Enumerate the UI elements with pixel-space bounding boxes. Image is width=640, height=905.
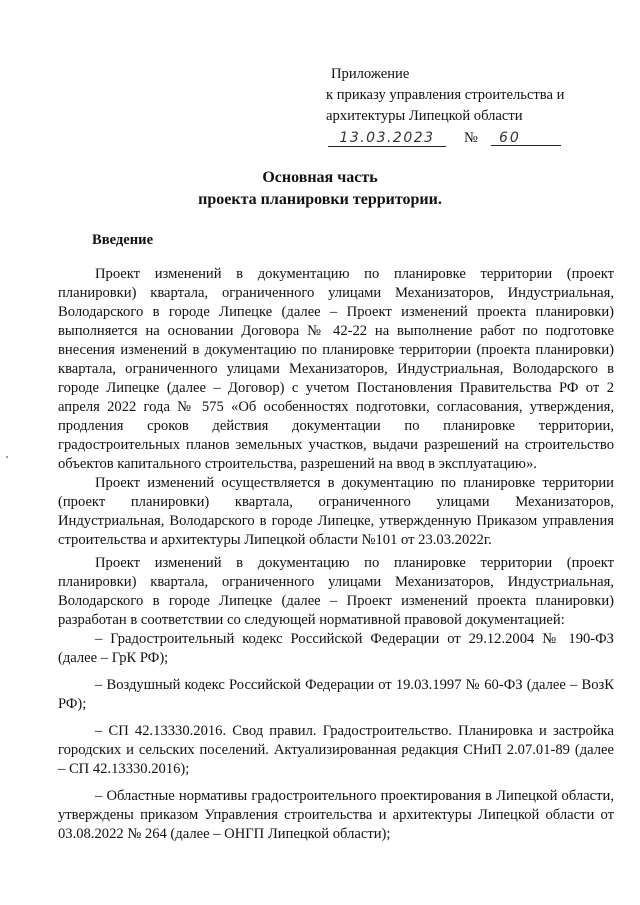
appendix-title: Приложение: [331, 66, 410, 82]
list-item: – СП 42.13330.2016. Свод правил. Градостроительство. Планировка и застройка городских и сельских поселений. Актуализированная редакция СНиП 2.07.01-89 (далее – СП 42.13330.2016);: [58, 723, 614, 777]
document-title-line-1: Основная часть: [262, 169, 378, 186]
scan-dot: [6, 456, 8, 458]
appendix-block: [326, 64, 626, 150]
document-body: [58, 265, 614, 844]
paragraph: Проект изменений в документацию по планировке территории (проект планировки) квартала, ограниченного улицами Механизаторов, Индустриальная, Володарского в городе Липецке (далее – Проект изменений проекта планировки) разработан в соответствии со следующей нормативной правовой документацией:: [58, 555, 614, 628]
order-number: 60: [491, 128, 561, 146]
section-heading: Введение: [92, 232, 154, 248]
order-date-number: [326, 128, 626, 150]
paragraph: Проект изменений в документацию по планировке территории (проект планировки) квартала, ограниченного улицами Механизаторов, Индустриальная, Володарского в городе Липецке (далее – Проект изменений проекта планировки) выполняется на основании Договора № 42-22 на выполнение работ по подготовке внесения изменений в документацию по планировке территории (проекта планировки) квартала, ограниченного улицами Механизаторов, Индустриальная, Володарского в городе Липецке (далее – Договор) с учетом Постановления Правительства РФ от 2 апреля 2022 года № 575 «Об особенностях подготовки, согласования, утверждения, продления сроков действия документации по планировке территории, градостроительных планов земельных участков, выдачи разрешений на строительство объектов капитального строительства, разрешений на ввод в эксплуатацию».: [58, 266, 614, 472]
list-item: – Градостроительный кодекс Российской Федерации от 29.12.2004 № 190-ФЗ (далее – ГрК РФ);: [58, 631, 614, 666]
appendix-line-3: архитектуры Липецкой области: [326, 108, 523, 124]
paragraph: Проект изменений осуществляется в документацию по планировке территории (проект планировки) квартала, ограниченного улицами Механизаторов, Индустриальная, Володарского в городе Липецке, утвержденную Приказом управления строительства и архитектуры Липецкой области №101 от 23.03.2022г.: [58, 475, 614, 548]
document-title-line-2: проекта планировки территории.: [198, 191, 442, 208]
number-sign: №: [464, 130, 478, 146]
list-item: – Воздушный кодекс Российской Федерации от 19.03.1997 № 60-ФЗ (далее – ВозК РФ);: [58, 677, 614, 712]
order-date: 13.03.2023: [328, 128, 446, 147]
list-item: – Областные нормативы градостроительного проектирования в Липецкой области, утверждены приказом Управления строительства и архитектуры Липецкой области от 03.08.2022 № 264 (далее – ОНГП Липецкой области);: [58, 788, 614, 842]
appendix-line-2: к приказу управления строительства и: [326, 87, 565, 103]
